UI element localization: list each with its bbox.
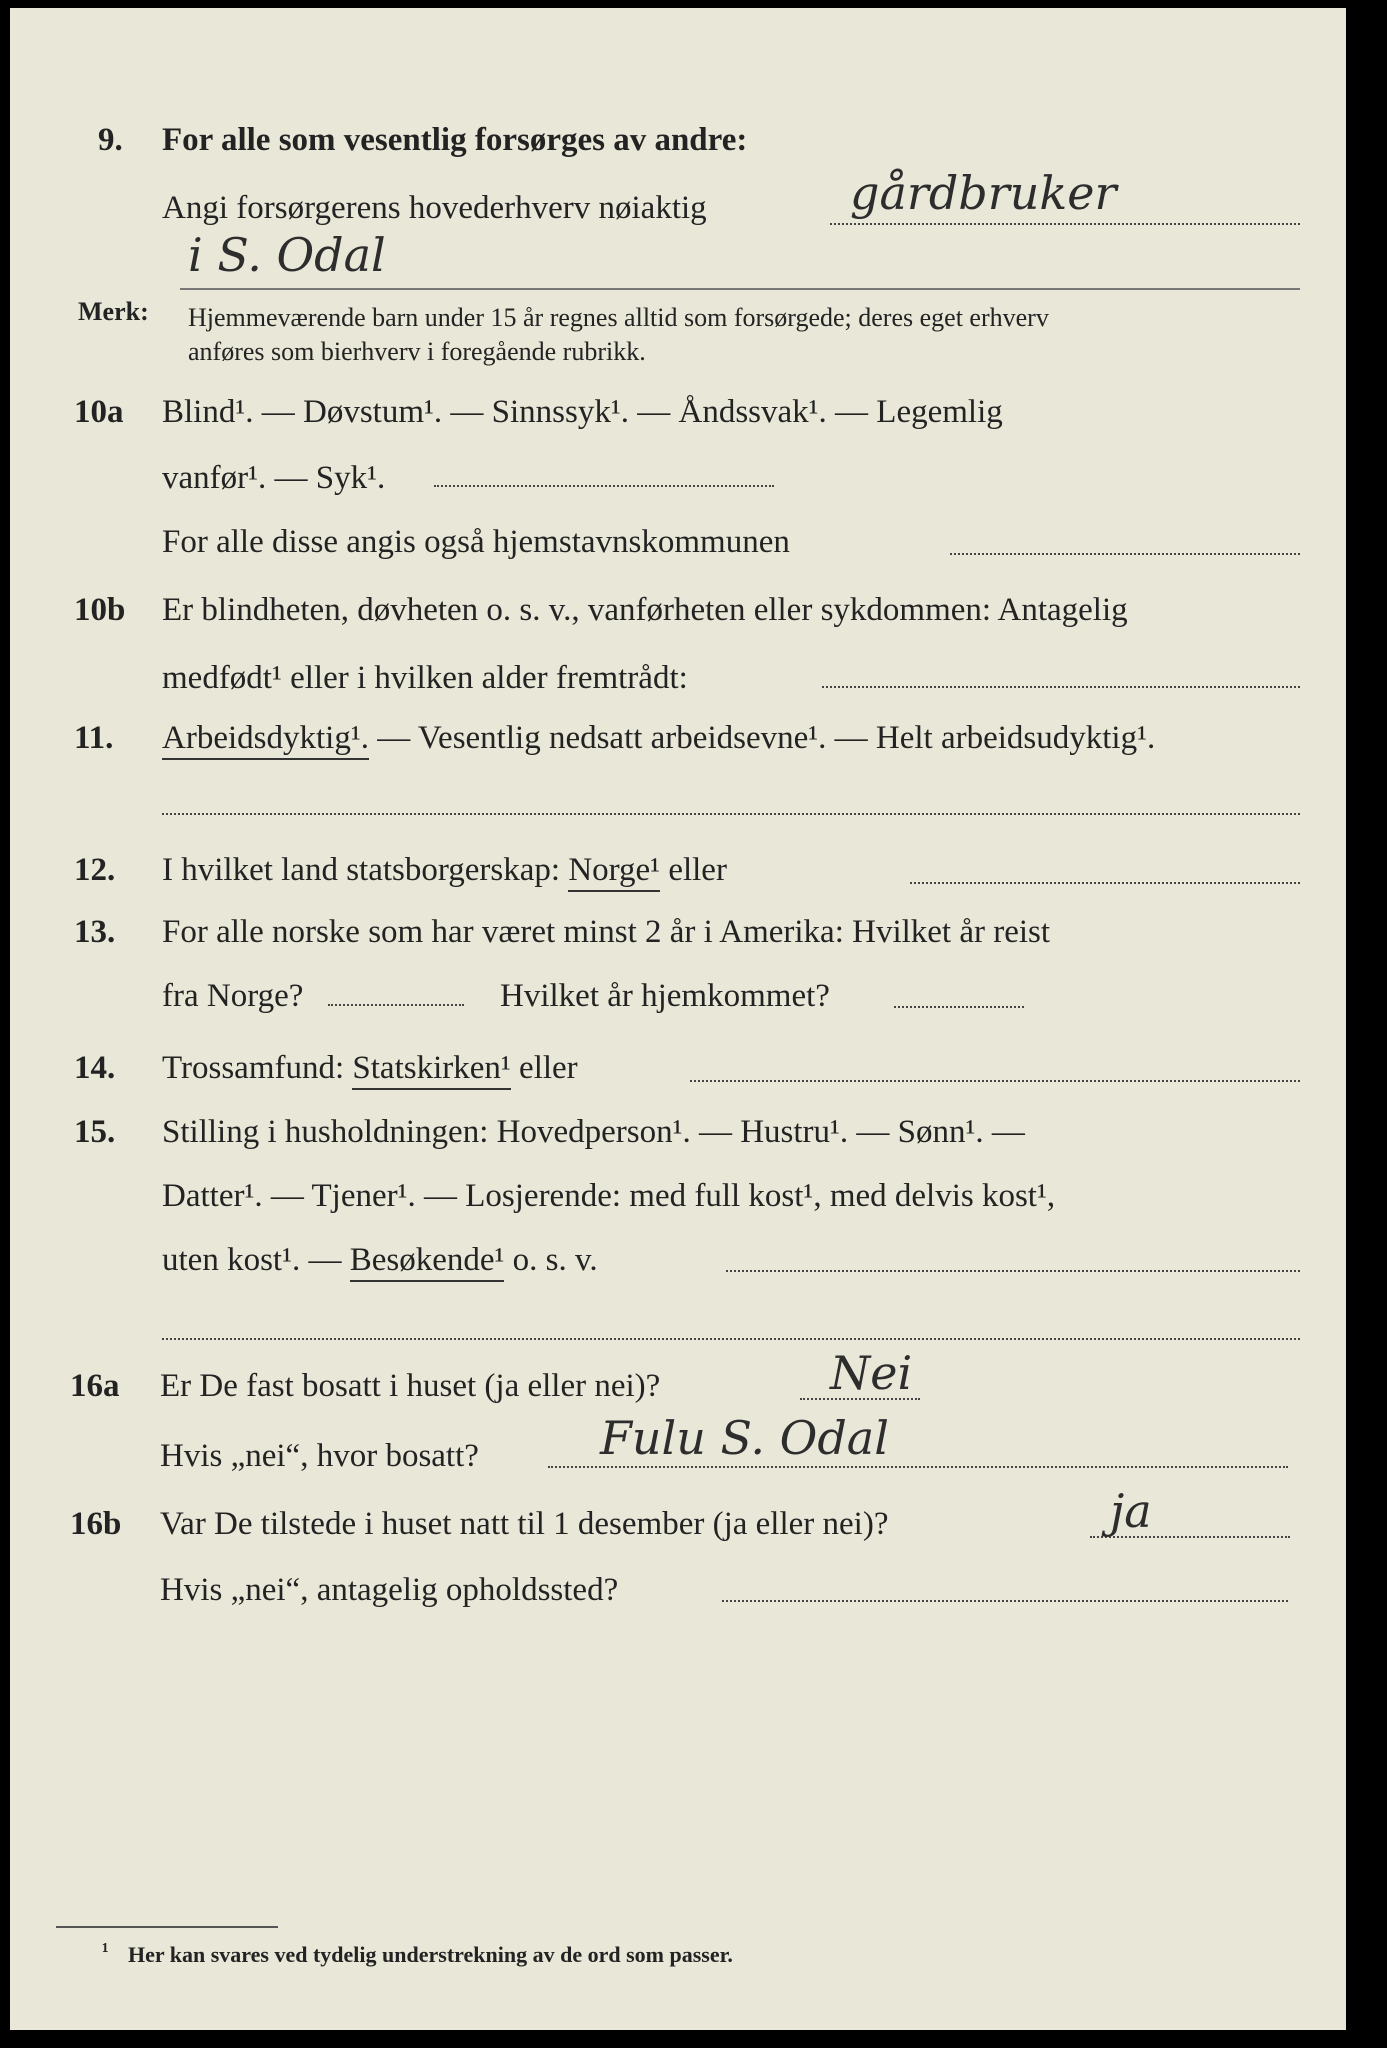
q13-right-rule <box>894 1006 1024 1008</box>
q10b-line1: Er blindheten, døvheten o. s. v., vanførheten eller sykdommen: Antagelig <box>162 592 1128 628</box>
q16b-handwritten-answer1: ja <box>1110 1484 1152 1538</box>
q15-line1: Stilling i husholdningen: Hovedperson¹. — Hustru¹. — Sønn¹. — <box>162 1114 1025 1150</box>
footnote-text: Her kan svares ved tydelig understrekning av de ord som passer. <box>128 1942 733 1967</box>
q15-line3a: uten kost¹. — <box>162 1242 342 1278</box>
q10a-line1: Blind¹. — Døvstum¹. — Sinnssyk¹. — Åndssvak¹. — Legemlig <box>162 394 1003 430</box>
q9-number: 9. <box>98 122 123 158</box>
q12-number: 12. <box>74 852 116 888</box>
q10a-home-rule <box>950 553 1300 555</box>
q14-after: eller <box>519 1050 578 1086</box>
q13-line2b: Hvilket år hjemkommet? <box>500 978 830 1014</box>
q16b-number: 16b <box>70 1506 122 1542</box>
q13-left-rule <box>328 1004 464 1006</box>
q10b-answer-rule <box>822 686 1300 688</box>
q13-number: 13. <box>74 914 116 950</box>
q14-before: Trossamfund: <box>162 1050 345 1086</box>
q10b-line2: medfødt¹ eller i hvilken alder fremtrådt: <box>162 660 688 696</box>
q9-handwritten-answer1: gårdbruker <box>850 166 1117 220</box>
q11-line <box>162 718 1155 758</box>
q10a-line2: vanfør¹. — Syk¹. <box>162 460 386 496</box>
q12-answer-rule <box>910 882 1300 884</box>
q16b-line1: Var De tilstede i huset natt til 1 desember (ja eller nei)? <box>160 1506 889 1542</box>
q9-handwritten-answer2: i S. Odal <box>188 228 386 282</box>
q11-number: 11. <box>74 720 114 756</box>
q16a-line2: Hvis „nei“, hvor bosatt? <box>160 1438 479 1474</box>
q15-underlined-answer: Besøkende¹ <box>350 1242 505 1282</box>
q15-line3 <box>162 1240 598 1280</box>
q11-underlined-answer: Arbeidsdyktig¹. <box>162 720 369 760</box>
q11-answer-rule <box>162 813 1300 815</box>
q16a-answer-rule2 <box>548 1466 1288 1468</box>
q12-after: eller <box>668 852 727 888</box>
q9-line1: For alle som vesentlig forsørges av andre: <box>162 122 748 158</box>
footnote-mark: ¹ <box>102 1938 109 1963</box>
merk-line2: anføres som bierhverv i foregående rubrikk. <box>188 337 646 366</box>
q15-answer-rule <box>726 1270 1300 1272</box>
q10b-number: 10b <box>74 592 126 628</box>
q15-line3b: o. s. v. <box>512 1242 598 1278</box>
q16b-line2: Hvis „nei“, antagelig opholdssted? <box>160 1572 619 1608</box>
q9-answer-rule2 <box>180 288 1300 290</box>
q16a-number: 16a <box>70 1368 120 1404</box>
q14-underlined-answer: Statskirken¹ <box>352 1050 510 1090</box>
q15-number: 15. <box>74 1114 116 1150</box>
q11-rest: — Vesentlig nedsatt arbeidsevne¹. — Helt arbeidsudyktig¹. <box>377 720 1156 756</box>
q10a-number: 10a <box>74 394 124 430</box>
q14-answer-rule <box>690 1080 1300 1082</box>
q16a-handwritten-answer2: Fulu S. Odal <box>600 1411 889 1465</box>
census-form-page <box>10 8 1346 2030</box>
q12-underlined-answer: Norge¹ <box>568 852 660 892</box>
q14-line <box>162 1048 578 1088</box>
q16a-line1: Er De fast bosatt i huset (ja eller nei)? <box>160 1368 661 1404</box>
q12-before: I hvilket land statsborgerskap: <box>162 852 561 888</box>
q10a-answer-rule <box>434 485 774 487</box>
footnote-divider <box>56 1926 278 1928</box>
q9-answer-rule <box>830 223 1300 225</box>
q14-number: 14. <box>74 1050 116 1086</box>
q13-line1: For alle norske som har været minst 2 år i Amerika: Hvilket år reist <box>162 914 1051 950</box>
q16a-handwritten-answer1: Nei <box>830 1346 913 1400</box>
q15-answer-rule2 <box>162 1338 1300 1340</box>
q12-line <box>162 850 727 890</box>
q13-line2a: fra Norge? <box>162 978 304 1014</box>
q10a-line3: For alle disse angis også hjemstavnskommunen <box>162 524 790 560</box>
q16b-answer-rule2 <box>722 1600 1288 1602</box>
merk-line1: Hjemmeværende barn under 15 år regnes alltid som forsørgede; deres eget erhverv <box>188 303 1049 332</box>
merk-label: Merk: <box>78 297 149 326</box>
q15-line2: Datter¹. — Tjener¹. — Losjerende: med full kost¹, med delvis kost¹, <box>162 1178 1056 1214</box>
q9-line2: Angi forsørgerens hovederhverv nøiaktig <box>162 190 707 226</box>
